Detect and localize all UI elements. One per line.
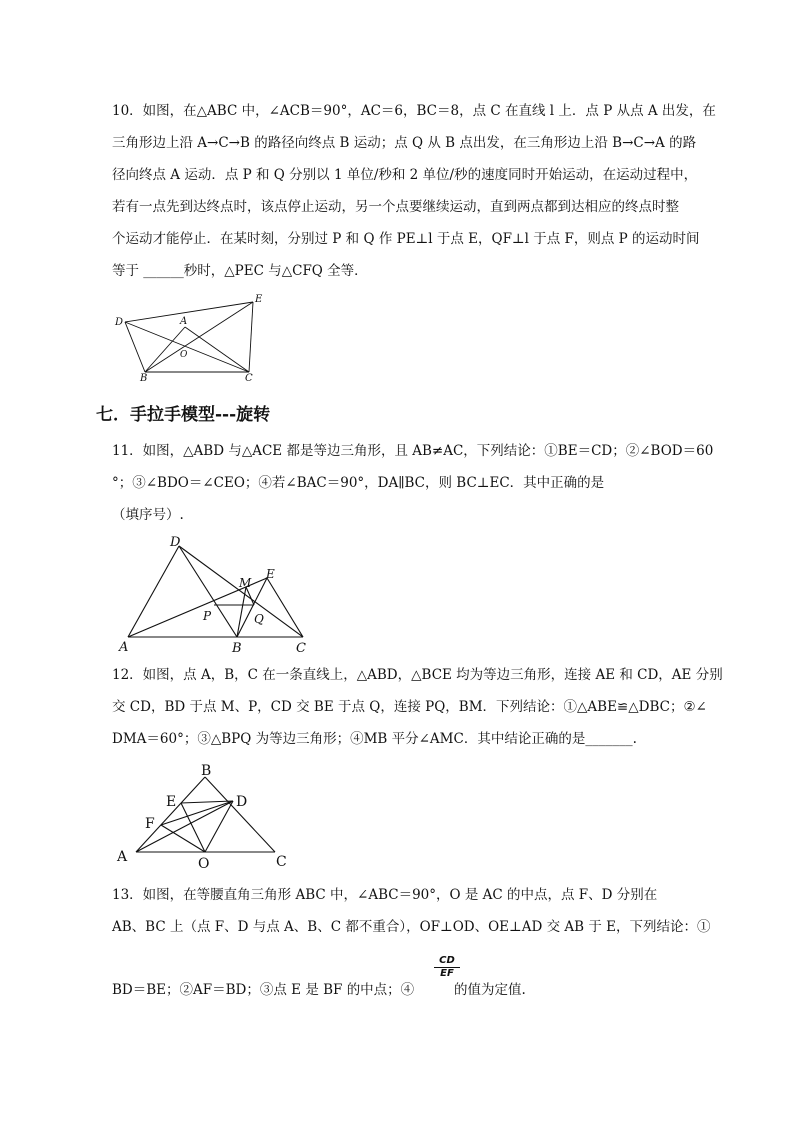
q12-label-O: O bbox=[198, 856, 210, 872]
q11-label-C: C bbox=[296, 641, 306, 656]
q12-label-D: D bbox=[236, 794, 248, 810]
fraction-numerator: CD bbox=[434, 955, 460, 968]
q13-line-1: 13．如图，在等腰直角三角形 ABC 中，∠ABC＝90°，O 是 AC 的中点，点 F、D 分别在 bbox=[112, 887, 658, 903]
q10-line-4: 若有一点先到达终点时，该点停止运动，另一个点要继续运动，直到两点都到达相应的终点时整 bbox=[112, 199, 679, 215]
q12-label-E: E bbox=[166, 794, 177, 810]
section-heading: 七．手拉手模型---旋转 bbox=[96, 405, 271, 425]
q12-line-1: 12．如图，点 A，B，C 在一条直线上，△ABD，△BCE 均为等边三角形，连接 AE 和 CD，AE 分别 bbox=[112, 667, 723, 683]
q11-label-P: P bbox=[203, 609, 212, 623]
q11-label-Q: Q bbox=[254, 612, 264, 626]
q10-label-A: A bbox=[180, 316, 188, 327]
q10-line-1: 10．如图，在△ABC 中，∠ACB＝90°，AC＝6，BC＝8，点 C 在直线 l 上．点 P 从点 A 出发，在 bbox=[112, 103, 716, 119]
q13-line-4: 的值为定值. bbox=[454, 982, 526, 998]
q12-line-2: 交 CD，BD 于点 M、P，CD 交 BE 于点 Q，连接 PQ，BM．下列结论：①△ABE≌△DBC；②∠ bbox=[112, 699, 707, 715]
q11-label-A: A bbox=[119, 640, 129, 655]
q11-label-B: B bbox=[232, 641, 242, 656]
q13-line-3: BD＝BE；②AF＝BD；③点 E 是 BF 的中点；④ bbox=[112, 982, 415, 998]
q12-label-B: B bbox=[201, 763, 212, 779]
q11-line-3: （填序号）. bbox=[112, 507, 184, 523]
q11-line-2: °；③∠BDO＝∠CEO；④若∠BAC＝90°，DA∥BC，则 BC⊥EC．其中正确的是 bbox=[112, 475, 605, 491]
q10-line-3: 径向终点 A 运动．点 P 和 Q 分别以 1 单位/秒和 2 单位/秒的速度同时开始运动，在运动过程中， bbox=[112, 167, 698, 183]
q10-line-2: 三角形边上沿 A→C→B 的路径向终点 B 运动；点 Q 从 B 点出发，在三角形边上沿 B→C→A 的路 bbox=[112, 135, 697, 151]
q11-label-M: M bbox=[239, 576, 252, 590]
q12-label-C: C bbox=[276, 854, 287, 870]
q12-line-3: DMA＝60°；③△BPQ 为等边三角形；④MB 平分∠AMC．其中结论正确的是_______. bbox=[112, 731, 637, 747]
q10-label-E: E bbox=[255, 294, 263, 305]
q10-label-O: O bbox=[180, 350, 188, 360]
q11-label-D: D bbox=[170, 535, 181, 550]
q10-label-D: D bbox=[115, 317, 124, 328]
q13-line-2: AB、BC 上（点 F、D 与点 A、B、C 都不重合），OF⊥OD、OE⊥AD 交 AB 于 E，下列结论：① bbox=[112, 919, 711, 935]
cd-over-ef-fraction bbox=[434, 955, 460, 980]
q12-label-F: F bbox=[145, 816, 155, 832]
q10-line-6: 等于 ______秒时，△PEC 与△CFQ 全等． bbox=[112, 263, 368, 279]
q11-line-1: 11．如图，△ABD 与△ACE 都是等边三角形，且 AB≠AC，下列结论：①BE＝CD；②∠BOD＝60 bbox=[112, 443, 714, 459]
q10-label-B: B bbox=[140, 373, 148, 384]
q10-label-C: C bbox=[245, 373, 253, 384]
q11-label-E: E bbox=[266, 567, 275, 581]
q12-label-A: A bbox=[117, 849, 128, 865]
q10-line-5: 个运动才能停止．在某时刻，分别过 P 和 Q 作 PE⊥l 于点 E，QF⊥l 于点 F，则点 P 的运动时间 bbox=[112, 231, 700, 247]
fraction-denominator: EF bbox=[440, 968, 454, 979]
